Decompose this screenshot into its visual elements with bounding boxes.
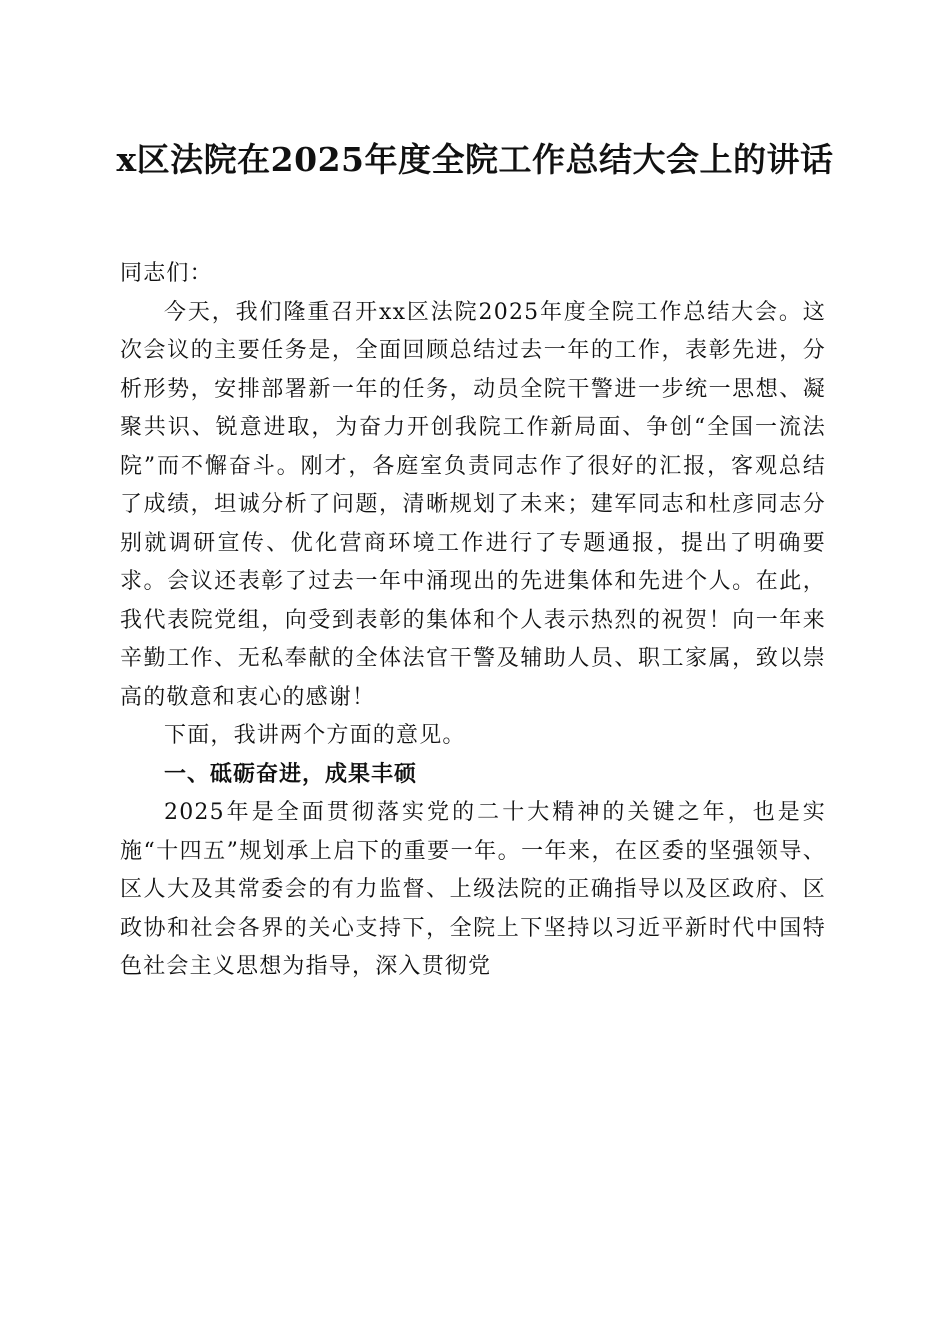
section-paragraph: 2025年是全面贯彻落实党的二十大精神的关键之年，也是实施“十四五”规划承上启下的重要一年。一年来，在区委的坚强领导、区人大及其常委会的有力监督、上级法院的正确指导以及区政府、区政协和社会各界的关心支持下，全院上下坚持以习近平新时代中国特色社会主义思想为指导，深入贯彻党 — [120, 800, 826, 979]
document-title: x区法院在2025年度全院工作总结大会上的讲话 — [116, 140, 834, 179]
section-heading: 一、砥砺奋进，成果丰硕 — [164, 761, 418, 787]
paragraph-transition: 下面，我讲两个方面的意见。 — [164, 723, 466, 748]
salutation: 同志们： — [120, 261, 213, 286]
paragraph-opening: 今天，我们隆重召开xx区法院2025年度全院工作总结大会。这次会议的主要任务是，全面回顾总结过去一年的工作，表彰先进，分析形势，安排部署新一年的任务，动员全院干警进一步统一思想、凝聚共识、锐意进取，为奋力开创我院工作新局面、争创“全国一流法院”而不懈奋斗。刚才，各庭室负责同志作了很好的汇报，客观总结了成绩，坦诚分析了问题，清晰规划了未来；建军同志和杜彦同志分别就调研宣传、优化营商环境工作进行了专题通报，提出了明确要求。会议还表彰了过去一年中涌现出的先进集体和先进个人。在此，我代表院党组，向受到表彰的集体和个人表示热烈的祝贺！向一年来辛勤工作、无私奉献的全体法官干警及辅助人员、职工家属，致以崇高的敬意和衷心的感谢！ — [120, 299, 826, 710]
document-body — [120, 255, 826, 987]
